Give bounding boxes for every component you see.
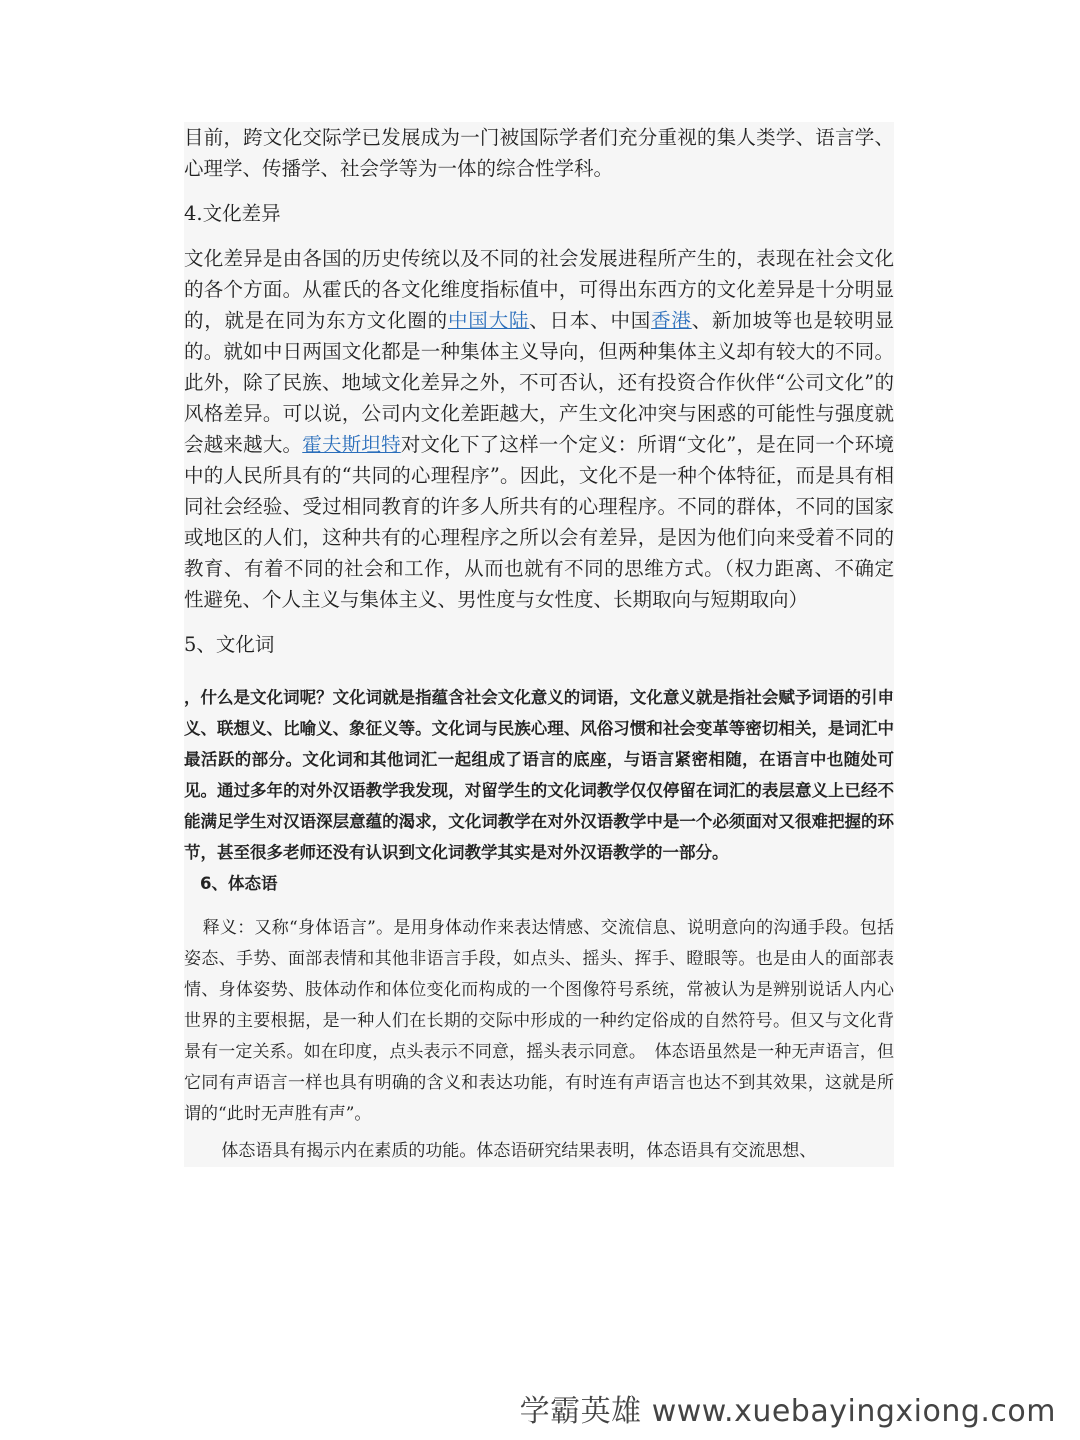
link-hofstede[interactable]: 霍夫斯坦特 bbox=[302, 433, 401, 456]
section-heading-4: 4.文化差异 bbox=[184, 202, 281, 225]
site-watermark: 学霸英雄 www.xuebayingxiong.com bbox=[519, 1394, 1056, 1429]
section-heading-5: 5、文化词 bbox=[184, 633, 275, 656]
body-language-paragraph-2: 体态语具有揭示内在素质的功能。体态语研究结果表明，体态语具有交流思想、 bbox=[221, 1141, 817, 1161]
text-segment: 文化差异是由各国的历史传统以及不同的社会发展进程所产生的，表现在社会文化的各个方面。从霍氏的各文化维度指标值中，可得出东西方的文化差异是十分明显的，就是在同为东方文化圈的 bbox=[184, 247, 894, 332]
section-heading-6: 6、体态语 bbox=[200, 874, 278, 893]
link-hong-kong[interactable]: 香港 bbox=[651, 309, 692, 332]
intro-paragraph: 目前，跨文化交际学已发展成为一门被国际学者们充分重视的集人类学、语言学、心理学、传播学、社会学等为一体的综合性学科。 bbox=[184, 126, 894, 180]
text-segment: 、日本、中国 bbox=[529, 309, 652, 332]
link-mainland-china[interactable]: 中国大陆 bbox=[448, 309, 530, 332]
body-language-paragraph: 释义：又称“身体语言”。是用身体动作来表达情感、交流信息、说明意向的沟通手段。包括姿态、手势、面部表情和其他非语言手段，如点头、摇头、挥手、瞪眼等。也是由人的面部表情、身体姿势、肢体动作和体位变化而构成的一个图像符号系统，常被认为是辨别说话人内心世界的主要根据，是一种人们在长期的交际中形成的一种约定俗成的自然符号。但又与文化背景有一定关系。如在印度，点头表示不同意，摇头表示同意。 体态语虽然是一种无声语言，但它同有声语言一样也具有明确的含义和表达功能，有时连有声语言也达不到其效果，这就是所谓的“此时无声胜有声”。 bbox=[184, 918, 894, 1124]
text-segment: 、新加坡等也是较明显的。就如中日两国文化都是一种集体主义导向，但两种集体主义却有较大的不同。此外，除了民族、地域文化差异之外，不可否认，还有投资合作伙伴“公司文化”的风格差异。可以说，公司内文化差距越大，产生文化冲突与困惑的可能性与强度就会越来越大。 bbox=[184, 309, 894, 456]
culture-words-paragraph: ，什么是文化词呢？文化词就是指蕴含社会文化意义的词语，文化意义就是指社会赋予词语的引申义、联想义、比喻义、象征义等。文化词与民族心理、风俗习惯和社会变革等密切相关，是词汇中最活跃的部分。文化词和其他词汇一起组成了语言的底座，与语言紧密相随，在语言中也随处可见。通过多年的对外汉语教学我发现，对留学生的文化词教学仅仅停留在词汇的表层意义上已经不能满足学生对汉语深层意蕴的渴求，文化词教学在对外汉语教学中是一个必须面对又很难把握的环节，甚至很多老师还没有认识到文化词教学其实是对外汉语教学的一部分。 bbox=[184, 688, 894, 862]
document-body bbox=[184, 122, 894, 1167]
culture-difference-paragraph bbox=[184, 243, 894, 615]
text-segment: 对文化下了这样一个定义：所谓“文化”，是在同一个环境中的人民所具有的“共同的心理程序”。因此，文化不是一种个体特征，而是具有相同社会经验、受过相同教育的许多人所共有的心理程序。不同的群体，不同的国家或地区的人们，这种共有的心理程序之所以会有差异，是因为他们向来受着不同的教育、有着不同的社会和工作，从而也就有不同的思维方式。（权力距离、不确定性避免、个人主义与集体主义、男性度与女性度、长期取向与短期取向） bbox=[184, 433, 894, 611]
